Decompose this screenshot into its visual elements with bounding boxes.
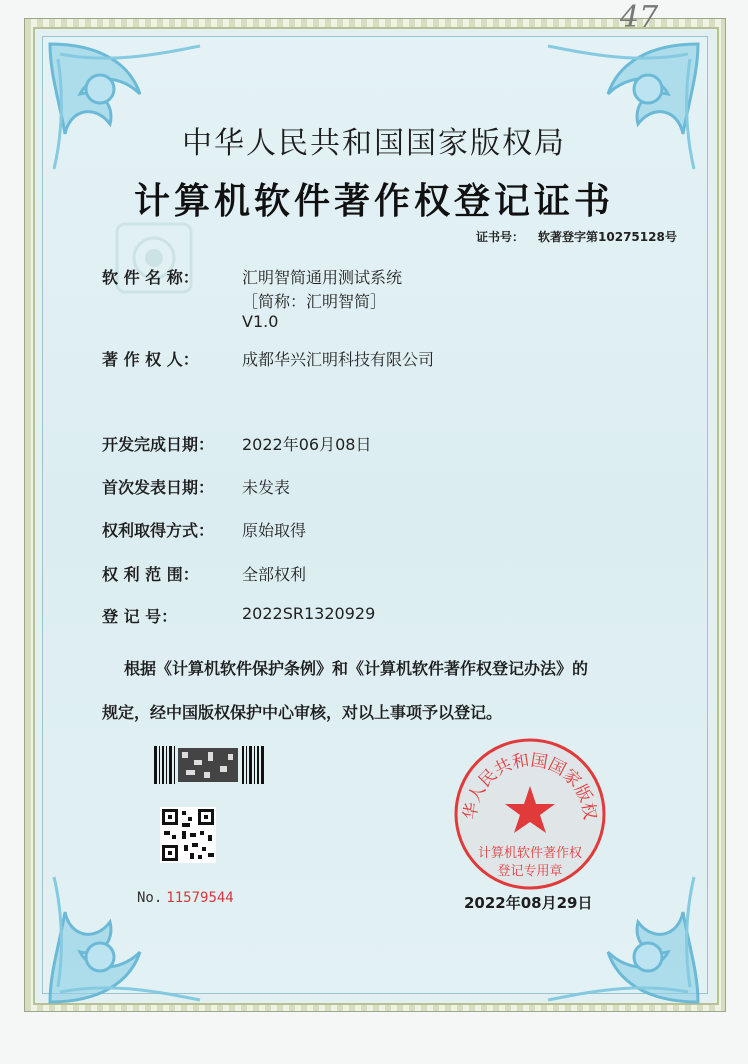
software-name-label: 软 件 名 称： <box>102 268 199 287</box>
dev-date-label: 开发完成日期： <box>102 435 215 454</box>
software-version: V1.0 <box>242 312 279 331</box>
statement-line-2: 规定，经中国版权保护中心审核，对以上事项予以登记。 <box>102 703 503 722</box>
field-software-version <box>102 312 279 331</box>
seal-line-2: 登记专用章 <box>497 864 563 879</box>
field-registration-no <box>102 604 376 627</box>
certificate-number-label: 证书号： <box>476 230 525 244</box>
dev-date-value: 2022年06月08日 <box>242 435 372 454</box>
rights-scope-value: 全部权利 <box>242 565 307 584</box>
field-publish-date <box>102 475 291 498</box>
field-rights-scope <box>102 562 307 585</box>
barcode <box>154 746 264 784</box>
field-owner <box>102 347 435 370</box>
official-seal <box>452 736 608 892</box>
qr-code <box>160 807 216 863</box>
publish-date-label: 首次发表日期： <box>102 478 215 497</box>
certificate-title: 计算机软件著作权登记证书 <box>133 180 614 222</box>
field-dev-date <box>102 432 372 455</box>
serial-number <box>137 890 234 906</box>
certificate-number <box>476 228 677 245</box>
issue-date: 2022年08月29日 <box>464 894 593 912</box>
seal-ring-text: 华人民共和国国家版权 <box>460 750 600 822</box>
rights-scope-label: 权 利 范 围： <box>102 565 199 584</box>
acquire-method-value: 原始取得 <box>242 521 307 540</box>
publish-date-value: 未发表 <box>242 478 291 497</box>
field-software-short <box>102 289 387 311</box>
serial-label: No. <box>137 890 163 906</box>
registration-no-label: 登 记 号： <box>102 607 178 626</box>
field-acquire-method <box>102 518 307 541</box>
field-software-name <box>102 265 403 288</box>
software-name-value: 汇明智简通用测试系统 <box>242 268 403 287</box>
seal-line-1: 计算机软件著作权 <box>477 846 583 861</box>
serial-value: 11579544 <box>166 890 234 906</box>
registration-no-value: 2022SR1320929 <box>242 604 376 623</box>
issuer-name: 中华人民共和国国家版权局 <box>182 126 566 161</box>
certificate-number-value: 软著登字第10275128号 <box>538 230 677 244</box>
statement-line-1: 根据《计算机软件保护条例》和《计算机软件著作权登记办法》的 <box>124 659 589 678</box>
software-short-name: ［简称：汇明智简］ <box>242 292 387 311</box>
acquire-method-label: 权利取得方式： <box>102 521 215 540</box>
handwritten-mark: 47 <box>620 0 659 35</box>
owner-value: 成都华兴汇明科技有限公司 <box>242 350 435 369</box>
owner-label: 著 作 权 人： <box>102 350 199 369</box>
